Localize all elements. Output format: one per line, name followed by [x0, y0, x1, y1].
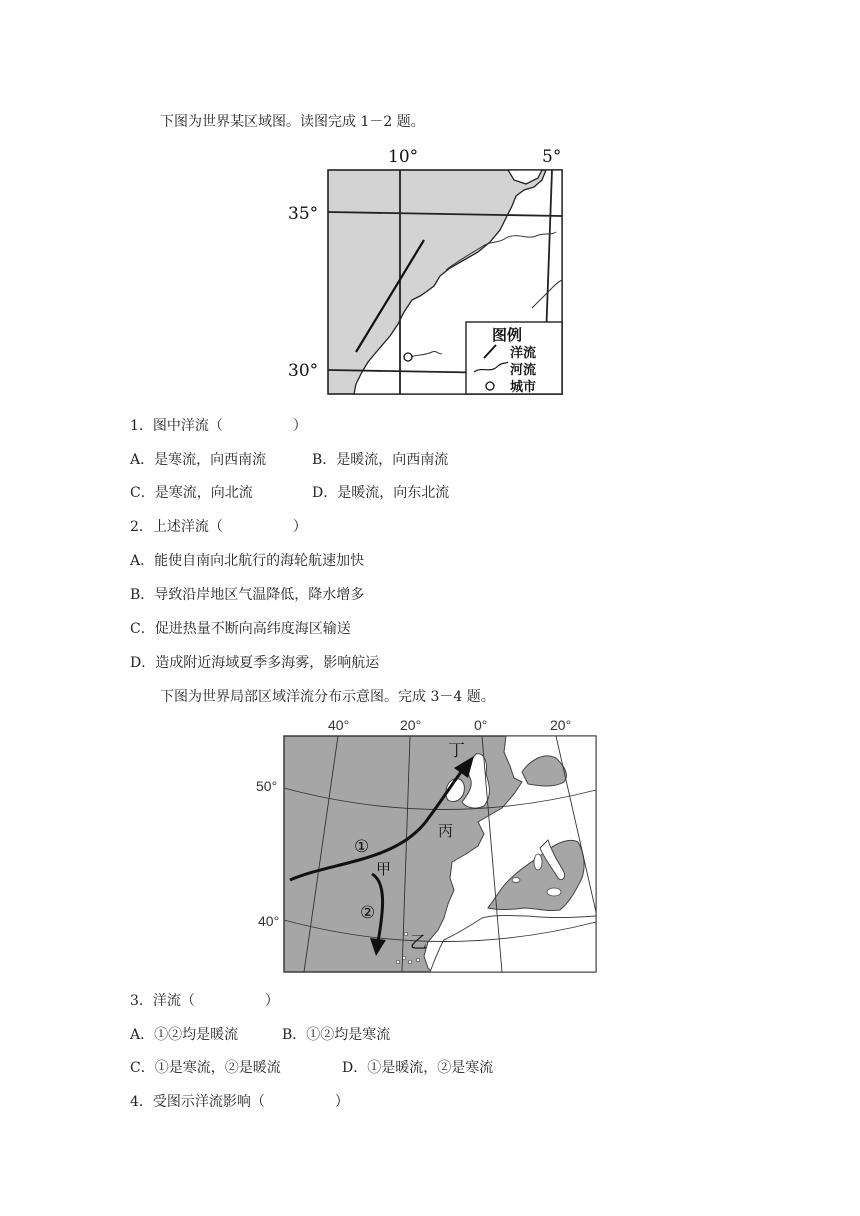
- lon-label-40w: 40°: [328, 717, 350, 733]
- q1-option-d: D．是暖流，向东北流: [312, 485, 450, 501]
- lon-label-5: 5°: [542, 147, 562, 167]
- lon-label-0: 0°: [474, 717, 488, 733]
- legend-river-label: 河流: [510, 363, 537, 378]
- island-sicily: [547, 888, 561, 896]
- legend-title: 图例: [492, 326, 523, 344]
- q3-option-a: A．①②均是暖流: [130, 1027, 239, 1043]
- q2-option-c: C．促进热量不断向高纬度海区输送: [130, 621, 351, 637]
- label-one: ①: [354, 837, 370, 857]
- q2-option-a: A．能使自南向北航行的海轮航速加快: [130, 553, 365, 569]
- lon-label-20e: 20°: [550, 717, 572, 733]
- q2-option-b: B．导致沿岸地区气温降低，降水增多: [130, 587, 365, 603]
- intro-text-2: 下图为世界局部区域洋流分布示意图。完成 3－4 题。: [160, 689, 495, 705]
- q3-option-d: D．①是暖流，②是寒流: [342, 1060, 494, 1076]
- lon-label-10: 10°: [388, 147, 419, 167]
- island-corsica: [534, 854, 542, 870]
- q2-stem: 2．上述洋流（ ）: [130, 519, 307, 535]
- q1-option-a: A．是寒流，向西南流: [130, 452, 267, 468]
- lat-label-40: 40°: [258, 913, 280, 929]
- lat-label-30: 30°: [288, 361, 319, 381]
- label-bing: 丙: [438, 822, 454, 840]
- island-madeira: [404, 932, 408, 936]
- city-marker: [404, 353, 412, 361]
- lat-label-35: 35°: [288, 204, 319, 224]
- island-canary-1: [396, 960, 400, 964]
- q3-option-c: C．①是寒流，②是暖流: [130, 1060, 281, 1076]
- q1-option-b: B．是暖流，向西南流: [312, 452, 449, 468]
- lon-label-20w: 20°: [400, 717, 422, 733]
- q4-stem: 4．受图示洋流影响（ ）: [130, 1094, 349, 1110]
- island-canary-4: [416, 958, 420, 962]
- island-balearic: [512, 878, 520, 883]
- map-morocco-region: [284, 140, 574, 398]
- legend-current-label: 洋流: [510, 346, 537, 361]
- label-jia: 甲: [376, 860, 392, 878]
- legend-city-symbol: [486, 382, 494, 390]
- island-canary-3: [408, 960, 412, 964]
- lat-label-50: 50°: [256, 778, 278, 794]
- q1-stem: 1．图中洋流（ ）: [130, 418, 307, 434]
- map-north-atlantic: [252, 712, 604, 974]
- q1-option-c: C．是寒流，向北流: [130, 485, 253, 501]
- label-yi: 乙: [410, 933, 427, 953]
- label-two: ②: [360, 903, 376, 923]
- legend-city-label: 城市: [510, 380, 537, 395]
- q3-option-b: B．①②均是寒流: [282, 1027, 391, 1043]
- map-legend: [466, 322, 562, 395]
- q3-stem: 3．洋流（ ）: [130, 993, 279, 1009]
- q2-option-d: D．造成附近海域夏季多海雾，影响航运: [130, 655, 380, 671]
- label-ding: 丁: [448, 741, 465, 761]
- intro-text-1: 下图为世界某区域图。读图完成 1－2 题。: [160, 114, 425, 130]
